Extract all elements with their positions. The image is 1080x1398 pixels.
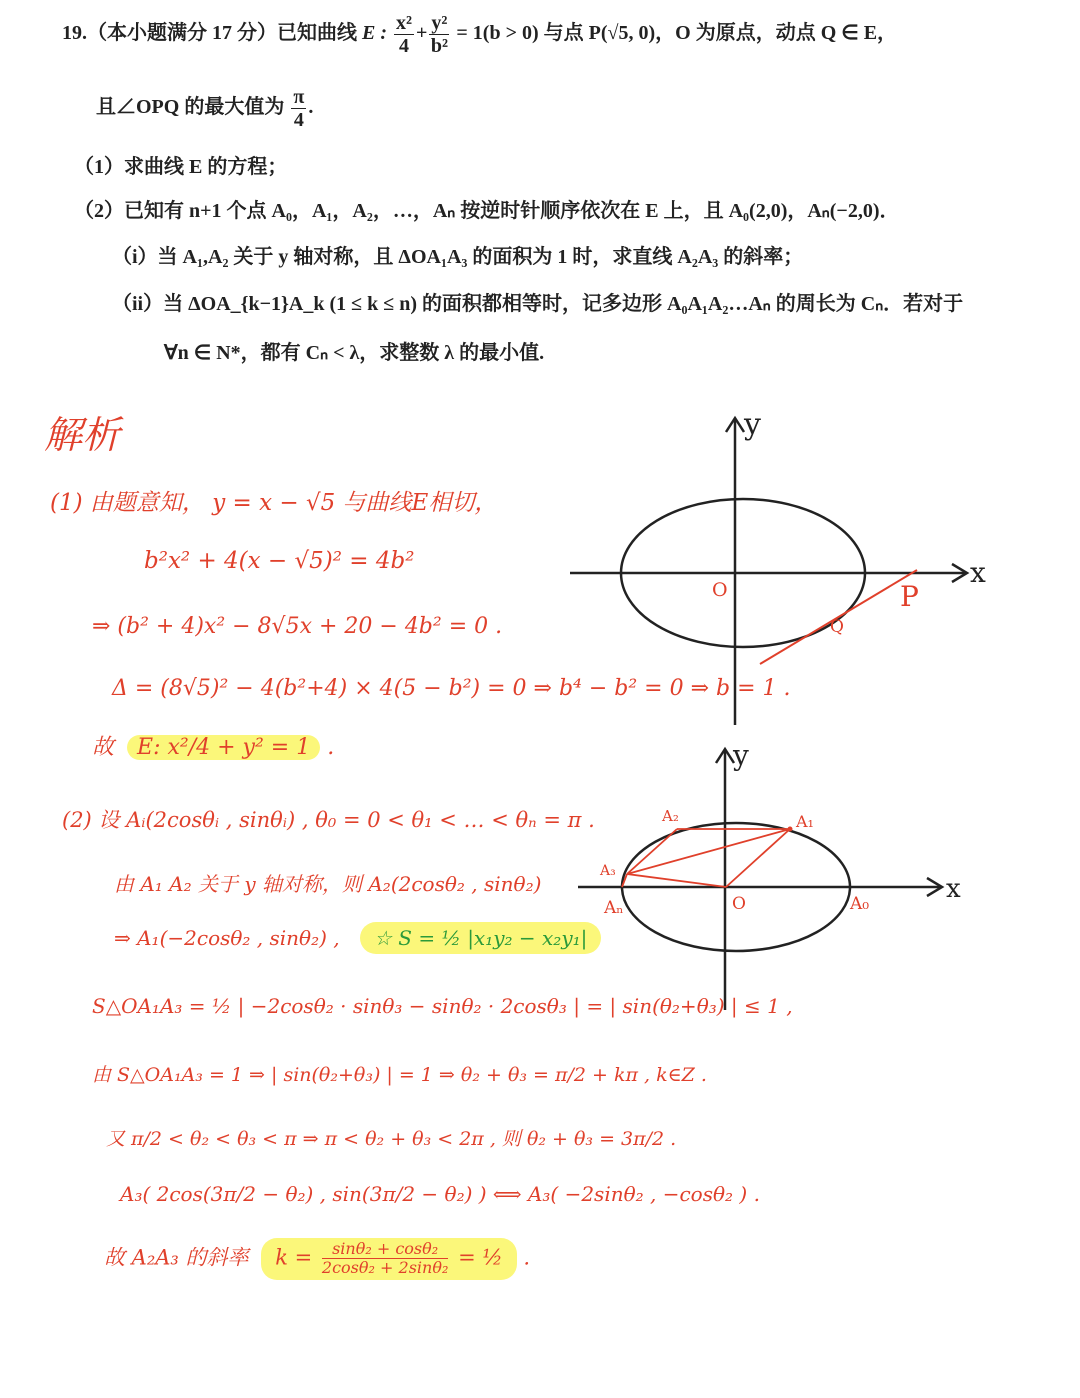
part-2-ii: （ii）当 ΔOA_{k−1}A_k (1 ≤ k ≤ n) 的面积都相等时，记多边形 A₀A₁A₂…Aₙ 的周长为 Cₙ．若对于 (112, 293, 964, 315)
an-label: Aₙ (604, 898, 624, 918)
a2-label: A₂ (662, 807, 679, 825)
solution-line-9: S△OA₁A₃ = ½ | −2cosθ₂ · sinθ₃ − sinθ₂ · 2cosθ₃ | = | sin(θ₂+θ₃) | ≤ 1 , (92, 994, 793, 1018)
solution-line-13: 故 A₂A₃ 的斜率 k = $\frac{\text{sinθ₂ + cosθ₂}}{\text{2cosθ₂ + 2sinθ₂}}$ = ½ . (104, 1238, 530, 1280)
fraction-x2-over-4: $\frac{\text{x²}}{4}$ (396, 11, 412, 57)
solution-line-3: ⇒ (b² + 4)x² − 8√5x + 20 − 4b² = 0 . (92, 614, 503, 639)
problem-line-2: 且∠OPQ 的最大值为 $\frac{\pi}{4}$ . (96, 85, 314, 131)
star-icon: ☆ (373, 926, 392, 950)
a1-label: A₁ (796, 812, 814, 831)
solution-line-11: 又 π/2 < θ₂ < θ₃ < π ⇒ π < θ₂ + θ₃ < 2π , 则 θ₂ + θ₃ = 3π/2 . (106, 1128, 677, 1150)
angle-condition: 且∠OPQ 的最大值为 (96, 96, 285, 118)
solution-title: 解析 (44, 413, 121, 457)
solution-line-12: A₃( 2cos(3π/2 − θ₂) , sin(3π/2 − θ₂) ) ⟺ A₃( −2sinθ₂ , −cosθ₂ ) . (120, 1182, 760, 1206)
x-axis-label: x (946, 874, 961, 904)
solution-line-2: b²x² + 4(x − √5)² = 4b² (144, 548, 415, 574)
y-axis-label: y (744, 407, 761, 442)
x-axis-label: x (970, 556, 986, 589)
y-axis-label: y (733, 739, 749, 772)
solution-line-7: 由 A₁ A₂ 关于 y 轴对称，则 A₂(2cosθ₂ , sinθ₂) (114, 872, 542, 896)
part-2-ii-cont: ∀n ∈ N*，都有 Cₙ < λ，求整数 λ 的最小值. (164, 342, 545, 364)
problem-line-1: 19.（本小题满分 17 分）已知曲线 E : $\frac{\text{x²}}{4}$ + $\frac{\text{y²}}{\text{b²}}$ = 1(b > 0) 与点 P(√5, 0)，O 为原点，动点 Q ∈ E， (62, 11, 898, 57)
curve-name: E : (362, 22, 387, 44)
point-a1-dot (788, 827, 793, 832)
figure-tangent-ellipse (560, 400, 1000, 730)
origin-label: O (732, 894, 746, 914)
equation-rest: = 1(b > 0) 与点 P(√5, 0)，O 为原点，动点 Q ∈ E， (456, 22, 898, 44)
ellipse-equation-highlight: E: x²/4 + y² = 1 (127, 735, 320, 760)
area-formula-highlight: ☆ S = ½ |x₁y₂ − x₂y₁| (360, 922, 601, 954)
slope-fraction: $\frac{\text{sinθ₂ + cosθ₂}}{\text{2cosθ₂ + 2sinθ₂}}$ (321, 1239, 449, 1278)
a0-label: A₀ (850, 894, 870, 914)
origin-label: O (712, 579, 728, 601)
solution-line-4: Δ = (8√5)² − 4(b²+4) × 4(5 − b²) = 0 ⇒ b⁴ − b² = 0 ⇒ b = 1 . (112, 676, 791, 701)
part-1: （1）求曲线 E 的方程； (74, 156, 288, 178)
problem-header: 19.（本小题满分 17 分）已知曲线 (62, 22, 357, 44)
point-p-label: P (900, 580, 919, 613)
fraction-y2-over-b2: $\frac{\text{y²}}{\text{b²}}$ (430, 11, 448, 57)
solution-line-5: 故 E: x²/4 + y² = 1 . (92, 735, 335, 760)
fraction-pi-over-4: $\frac{\pi}{4}$ (293, 85, 305, 131)
polygon-segments (622, 829, 790, 887)
a3-label: A₃ (600, 863, 616, 879)
figure-polygon-ellipse (570, 735, 980, 1015)
slope-highlight: k = $\frac{\text{sinθ₂ + cosθ₂}}{\text{2cosθ₂ + 2sinθ₂}}$ = ½ (261, 1238, 516, 1280)
solution-line-6: (2) 设 Aᵢ(2cosθᵢ , sinθᵢ) , θ₀ = 0 < θ₁ < … < θₙ = π . (62, 808, 595, 832)
solution-line-8: ⇒ A₁(−2cosθ₂ , sinθ₂) , ☆ S = ½ |x₁y₂ − x₂y₁| (114, 926, 601, 950)
part-2: （2）已知有 n+1 个点 A₀，A₁，A₂，…，Aₙ 按逆时针顺序依次在 E 上，且 A₀(2,0)，Aₙ(−2,0)． (74, 200, 900, 222)
part-2-i: （i）当 A₁,A₂ 关于 y 轴对称，且 ΔOA₁A₃ 的面积为 1 时，求直线 A₂A₃ 的斜率； (112, 246, 804, 268)
solution-line-1: (1) 由题意知， y = x − √5 与曲线E相切， (50, 490, 498, 516)
point-q-label: Q (830, 617, 844, 637)
solution-line-10: 由 S△OA₁A₃ = 1 ⇒ | sin(θ₂+θ₃) | = 1 ⇒ θ₂ + θ₃ = π/2 + kπ , k∈Z . (92, 1064, 707, 1086)
